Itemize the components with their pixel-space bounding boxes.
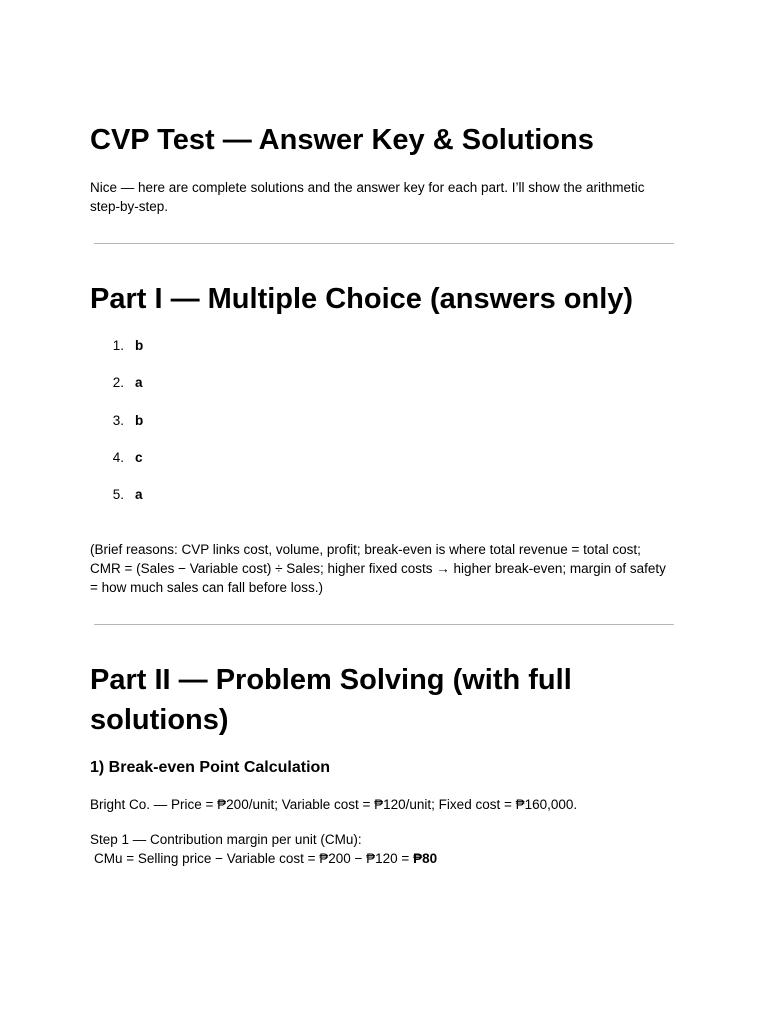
problem1-given: Bright Co. — Price = ₱200/unit; Variable cost = ₱120/unit; Fixed cost = ₱160,000. [90,797,578,812]
mcq-answer-4 [90,448,143,467]
mcq-answer-letter: c [135,450,143,465]
mcq-answer-3 [90,411,143,430]
mcq-reasons-paragraph: (Brief reasons: CVP links cost, volume, profit; break-even is where total revenue = total cost; CMR = (Sales − Variable cost) ÷ Sales; higher fixed costs → higher break-even; margin of safety = how much sales can fall before loss.) [90,542,666,595]
mcq-answer-letter: b [135,338,144,353]
part2-heading: Part II — Problem Solving (with full solutions) [90,664,572,736]
mcq-answer-letter: b [135,413,144,428]
mcq-number: 3. [112,413,124,428]
mcq-number: 1. [112,338,124,353]
part1-heading: Part I — Multiple Choice (answers only) [90,283,634,315]
mcq-answer-letter: a [135,375,143,390]
section-divider [94,243,674,244]
step1-result: ₱80 [413,851,438,866]
section-divider [94,624,674,625]
problem1-heading: 1) Break-even Point Calculation [90,759,331,776]
mcq-answer-5 [90,485,143,504]
step1-label: Step 1 — Contribution margin per unit (CMu): [90,832,362,847]
mcq-number: 4. [112,450,124,465]
step1-formula-line [94,849,678,868]
mcq-answer-1 [90,336,143,355]
mcq-answer-2 [90,373,143,392]
mcq-number: 2. [112,375,124,390]
mcq-answer-letter: a [135,487,143,502]
page-title: CVP Test — Answer Key & Solutions [90,124,594,156]
mcq-number: 5. [112,487,124,502]
intro-paragraph: Nice — here are complete solutions and the answer key for each part. I’ll show the arithmetic step-by-step. [90,180,645,214]
step1-formula: CMu = Selling price − Variable cost = ₱200 − ₱120 = [94,851,414,866]
